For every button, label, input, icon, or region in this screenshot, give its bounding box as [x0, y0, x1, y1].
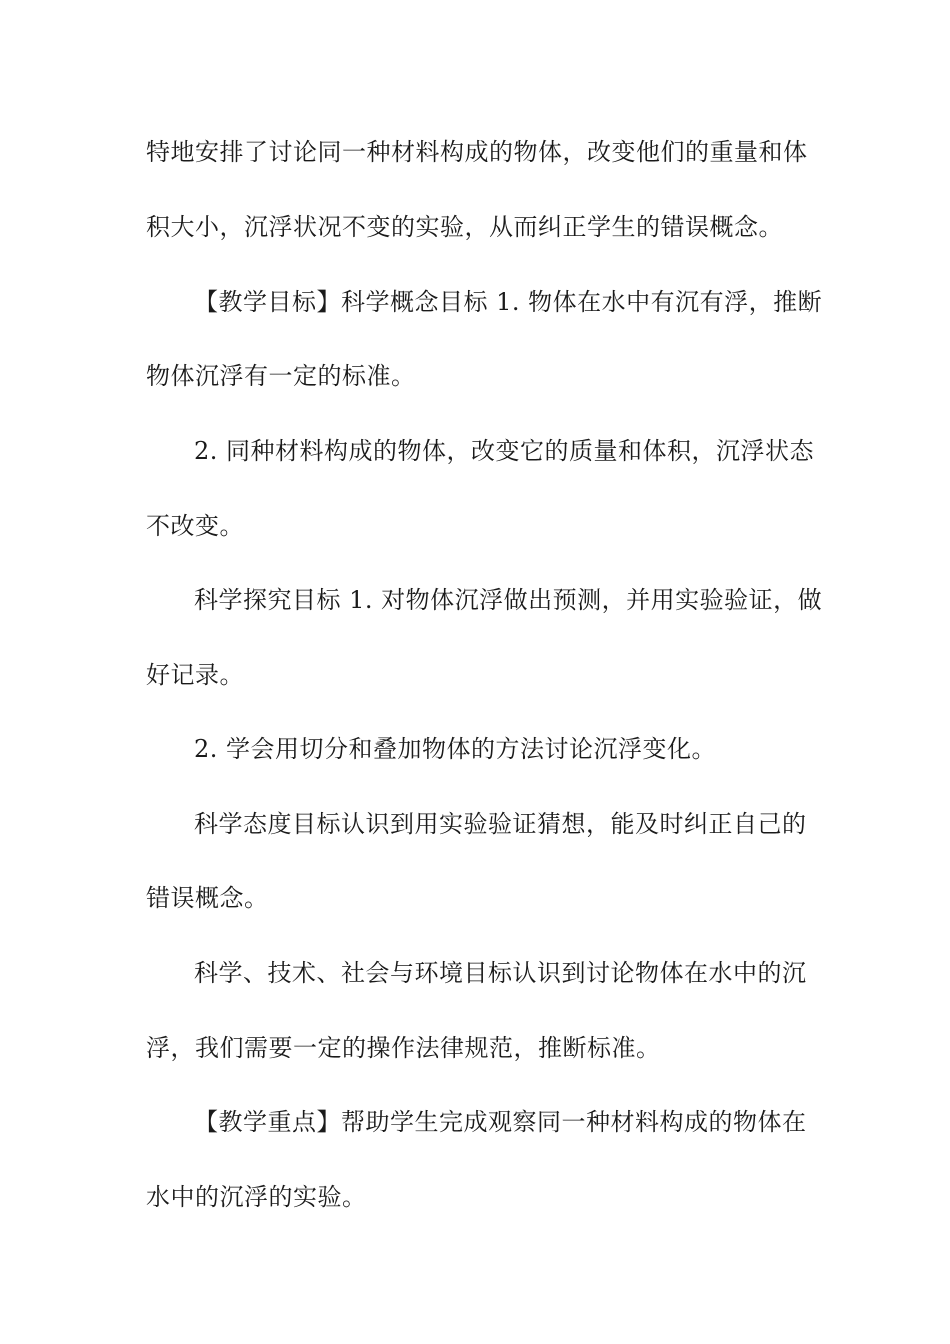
sts-goals-line: 科学、技术、社会与环境目标认识到讨论物体在水中的沉 — [194, 959, 807, 987]
paragraph-continuation-line: 浮，我们需要一定的操作法律规范，推断标准。 — [146, 1034, 661, 1062]
paragraph-continuation-line: 水中的沉浮的实验。 — [146, 1183, 367, 1211]
teaching-focus-heading-line: 【教学重点】帮助学生完成观察同一种材料构成的物体在 — [194, 1108, 807, 1136]
teaching-goals-heading-line: 【教学目标】科学概念目标 1. 物体在水中有沉有浮，推断 — [194, 288, 823, 316]
paragraph-continuation-line: 错误概念。 — [146, 884, 269, 912]
paragraph-continuation-line: 特地安排了讨论同一种材料构成的物体，改变他们的重量和体 — [146, 138, 808, 166]
paragraph-continuation-line: 不改变。 — [146, 512, 244, 540]
paragraph-line: 2. 学会用切分和叠加物体的方法讨论沉浮变化。 — [194, 735, 717, 763]
paragraph-continuation-line: 物体沉浮有一定的标准。 — [146, 362, 416, 390]
paragraph-continuation-line: 积大小，沉浮状况不变的实验，从而纠正学生的错误概念。 — [146, 213, 783, 241]
paragraph-line: 2. 同种材料构成的物体，改变它的质量和体积，沉浮状态 — [194, 437, 815, 465]
attitude-goals-line: 科学态度目标认识到用实验验证猜想，能及时纠正自己的 — [194, 810, 807, 838]
paragraph-continuation-line: 好记录。 — [146, 661, 244, 689]
inquiry-goals-line: 科学探究目标 1. 对物体沉浮做出预测，并用实验验证，做 — [194, 586, 823, 614]
